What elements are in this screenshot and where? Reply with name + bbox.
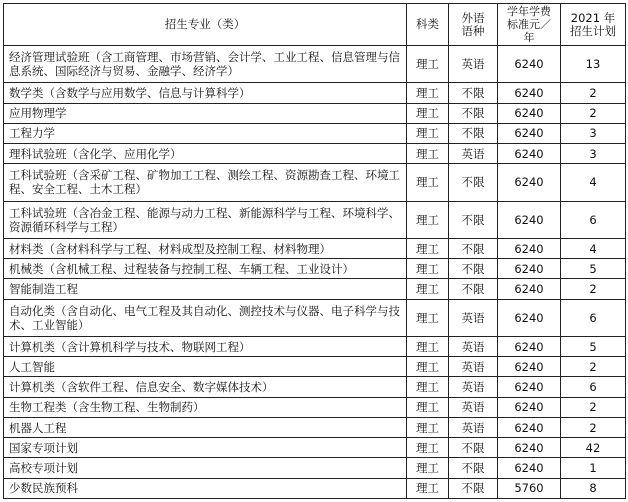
category-cell: 理工 xyxy=(407,123,449,143)
language-cell: 不限 xyxy=(449,83,498,103)
tuition-cell: 6240 xyxy=(498,164,561,201)
major-cell: 少数民族预科 xyxy=(4,478,407,498)
tuition-cell: 6240 xyxy=(498,336,561,356)
admission-plan-table xyxy=(3,3,626,499)
category-cell: 理工 xyxy=(407,336,449,356)
category-cell: 理工 xyxy=(407,478,449,498)
language-cell: 不限 xyxy=(449,438,498,458)
table-row xyxy=(4,478,626,498)
tuition-cell: 6240 xyxy=(498,397,561,417)
plan-cell: 5 xyxy=(561,259,626,279)
language-cell: 英语 xyxy=(449,417,498,437)
tuition-cell: 6240 xyxy=(498,279,561,299)
major-cell: 应用物理学 xyxy=(4,103,407,123)
language-cell: 英语 xyxy=(449,144,498,164)
category-cell: 理工 xyxy=(407,103,449,123)
category-cell: 理工 xyxy=(407,201,449,238)
language-cell: 英语 xyxy=(449,46,498,83)
language-cell: 英语 xyxy=(449,377,498,397)
major-cell: 自动化类（含自动化、电气工程及其自动化、测控技术与仪器、电子科学与技术、工业智能） xyxy=(4,299,407,336)
language-cell: 不限 xyxy=(449,279,498,299)
category-cell: 理工 xyxy=(407,259,449,279)
header-language: 外语 语种 xyxy=(449,4,498,46)
category-cell: 理工 xyxy=(407,417,449,437)
major-cell: 数学类（含数学与应用数学、信息与计算科学） xyxy=(4,83,407,103)
language-cell: 不限 xyxy=(449,478,498,498)
plan-cell: 2 xyxy=(561,103,626,123)
tuition-cell: 6240 xyxy=(498,417,561,437)
table-row xyxy=(4,83,626,103)
table-row xyxy=(4,458,626,478)
header-plan: 2021 年 招生计划 xyxy=(561,4,626,46)
plan-cell: 5 xyxy=(561,336,626,356)
category-cell: 理工 xyxy=(407,458,449,478)
major-cell: 计算机类（含计算机科学与技术、物联网工程） xyxy=(4,336,407,356)
category-cell: 理工 xyxy=(407,83,449,103)
major-cell: 计算机类（含软件工程、信息安全、数字媒体技术） xyxy=(4,377,407,397)
language-cell: 不限 xyxy=(449,164,498,201)
plan-cell: 2 xyxy=(561,83,626,103)
language-cell: 不限 xyxy=(449,458,498,478)
major-cell: 国家专项计划 xyxy=(4,438,407,458)
tuition-cell: 6240 xyxy=(498,201,561,238)
tuition-cell: 6240 xyxy=(498,357,561,377)
table-row xyxy=(4,397,626,417)
table-row xyxy=(4,201,626,238)
table-row xyxy=(4,299,626,336)
table-row xyxy=(4,123,626,143)
language-cell: 英语 xyxy=(449,299,498,336)
table-row xyxy=(4,279,626,299)
table-row xyxy=(4,164,626,201)
tuition-cell: 6240 xyxy=(498,46,561,83)
major-cell: 工科试验班（含采矿工程、矿物加工工程、测绘工程、资源勘查工程、环境工程、安全工程、土木工程） xyxy=(4,164,407,201)
table-row xyxy=(4,238,626,258)
category-cell: 理工 xyxy=(407,397,449,417)
major-cell: 工程力学 xyxy=(4,123,407,143)
major-cell: 机械类（含机械工程、过程装备与控制工程、车辆工程、工业设计） xyxy=(4,259,407,279)
table-row xyxy=(4,103,626,123)
header-row xyxy=(4,4,626,46)
language-cell: 不限 xyxy=(449,238,498,258)
tuition-cell: 6240 xyxy=(498,458,561,478)
plan-cell: 3 xyxy=(561,123,626,143)
plan-cell: 42 xyxy=(561,438,626,458)
category-cell: 理工 xyxy=(407,357,449,377)
category-cell: 理工 xyxy=(407,279,449,299)
tuition-cell: 6240 xyxy=(498,83,561,103)
language-cell: 不限 xyxy=(449,103,498,123)
tuition-cell: 6240 xyxy=(498,259,561,279)
table-row xyxy=(4,46,626,83)
plan-cell: 2 xyxy=(561,279,626,299)
tuition-cell: 6240 xyxy=(498,103,561,123)
table-row xyxy=(4,357,626,377)
category-cell: 理工 xyxy=(407,46,449,83)
major-cell: 材料类（含材料科学与工程、材料成型及控制工程、材料物理） xyxy=(4,238,407,258)
table-row xyxy=(4,438,626,458)
category-cell: 理工 xyxy=(407,144,449,164)
plan-cell: 13 xyxy=(561,46,626,83)
language-cell: 不限 xyxy=(449,123,498,143)
major-cell: 工科试验班（含冶金工程、能源与动力工程、新能源科学与工程、环境科学、资源循环科学与工程） xyxy=(4,201,407,238)
major-cell: 人工智能 xyxy=(4,357,407,377)
tuition-cell: 6240 xyxy=(498,238,561,258)
major-cell: 智能制造工程 xyxy=(4,279,407,299)
plan-cell: 1 xyxy=(561,458,626,478)
major-cell: 机器人工程 xyxy=(4,417,407,437)
table-row xyxy=(4,336,626,356)
language-cell: 英语 xyxy=(449,336,498,356)
header-category: 科类 xyxy=(407,4,449,46)
major-cell: 高校专项计划 xyxy=(4,458,407,478)
language-cell: 不限 xyxy=(449,201,498,238)
language-cell: 不限 xyxy=(449,259,498,279)
tuition-cell: 5760 xyxy=(498,478,561,498)
plan-cell: 2 xyxy=(561,397,626,417)
major-cell: 理科试验班（含化学、应用化学） xyxy=(4,144,407,164)
tuition-cell: 6240 xyxy=(498,123,561,143)
header-major: 招生专业（类） xyxy=(4,4,407,46)
category-cell: 理工 xyxy=(407,238,449,258)
plan-cell: 8 xyxy=(561,478,626,498)
category-cell: 理工 xyxy=(407,438,449,458)
header-tuition: 学年学费 标准元／年 xyxy=(498,4,561,46)
tuition-cell: 6240 xyxy=(498,299,561,336)
category-cell: 理工 xyxy=(407,164,449,201)
table-row xyxy=(4,259,626,279)
tuition-cell: 6240 xyxy=(498,377,561,397)
language-cell: 英语 xyxy=(449,357,498,377)
major-cell: 经济管理试验班（含工商管理、市场营销、会计学、工业工程、信息管理与信息系统、国际经济与贸易、金融学、经济学） xyxy=(4,46,407,83)
plan-cell: 2 xyxy=(561,357,626,377)
table-row xyxy=(4,144,626,164)
table-row xyxy=(4,417,626,437)
category-cell: 理工 xyxy=(407,377,449,397)
plan-cell: 2 xyxy=(561,417,626,437)
plan-cell: 4 xyxy=(561,238,626,258)
tuition-cell: 6240 xyxy=(498,438,561,458)
plan-cell: 4 xyxy=(561,164,626,201)
category-cell: 理工 xyxy=(407,299,449,336)
major-cell: 生物工程类（含生物工程、生物制药） xyxy=(4,397,407,417)
plan-cell: 6 xyxy=(561,377,626,397)
plan-cell: 6 xyxy=(561,299,626,336)
plan-cell: 6 xyxy=(561,201,626,238)
tuition-cell: 6240 xyxy=(498,144,561,164)
table-row xyxy=(4,377,626,397)
language-cell: 英语 xyxy=(449,397,498,417)
plan-cell: 3 xyxy=(561,144,626,164)
